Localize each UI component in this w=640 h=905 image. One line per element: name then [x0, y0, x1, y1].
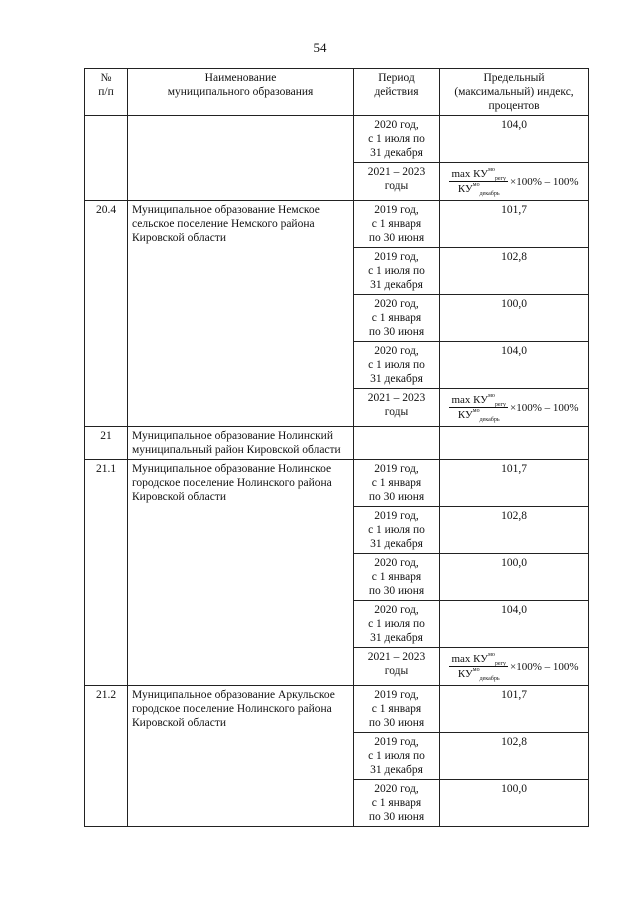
- cell-period: 2021 – 2023 годы: [354, 648, 440, 686]
- cell-value: 101,7: [440, 201, 589, 248]
- numerator-sub: регу: [494, 661, 506, 668]
- cell-period: 2021 – 2023 годы: [354, 389, 440, 427]
- index-formula: [444, 165, 584, 198]
- formula-denominator: [456, 667, 502, 681]
- formula-rest: ×100% – 100%: [509, 401, 579, 414]
- table-row: [85, 116, 589, 163]
- cell-value: 101,7: [440, 460, 589, 507]
- table-row: [85, 201, 589, 248]
- cell-period: 2020 год, с 1 июля по 31 декабря: [354, 342, 440, 389]
- numerator-sup: мо: [488, 167, 495, 173]
- cell-num: 20.4: [85, 201, 128, 427]
- cell-value: 101,7: [440, 686, 589, 733]
- cell-period: 2020 год, с 1 января по 30 июня: [354, 554, 440, 601]
- denominator-sub: декабрь: [479, 676, 500, 683]
- formula-rest: ×100% – 100%: [509, 660, 579, 673]
- cell-period: 2019 год, с 1 июля по 31 декабря: [354, 248, 440, 295]
- numerator-text: max КУ: [451, 168, 489, 180]
- cell-value: 104,0: [440, 116, 589, 163]
- cell-num: 21: [85, 427, 128, 460]
- cell-name: Муниципальное образование Нолинское городское поселение Нолинского района Кировской области: [128, 460, 354, 686]
- header-name: Наименование муниципального образования: [128, 69, 354, 116]
- denominator-sup: мо: [472, 182, 480, 188]
- formula-fraction: [449, 393, 508, 422]
- cell-value: 100,0: [440, 780, 589, 827]
- cell-name: Муниципальное образование Нолинский муниципальный район Кировской области: [128, 427, 354, 460]
- cell-period: 2019 год, с 1 января по 30 июня: [354, 460, 440, 507]
- index-formula: [444, 391, 584, 424]
- tariff-index-table: [84, 68, 589, 827]
- cell-period: 2020 год, с 1 января по 30 июня: [354, 780, 440, 827]
- cell-value: 102,8: [440, 507, 589, 554]
- header-num: № п/п: [85, 69, 128, 116]
- cell-name: Муниципальное образование Немское сельское поселение Немского района Кировской области: [128, 201, 354, 427]
- numerator-sup: мо: [488, 652, 495, 658]
- formula-denominator: [456, 408, 502, 422]
- table-row: [85, 427, 589, 460]
- numerator-text: max КУ: [451, 394, 489, 406]
- cell-value: 102,8: [440, 733, 589, 780]
- page-number: 54: [313, 40, 327, 55]
- cell-formula: [440, 648, 589, 686]
- cell-period: 2021 – 2023 годы: [354, 163, 440, 201]
- numerator-text: max КУ: [451, 653, 489, 665]
- denominator-sub: декабрь: [479, 191, 500, 198]
- formula-denominator: [456, 182, 502, 196]
- index-formula: [444, 650, 584, 683]
- cell-formula: [440, 389, 589, 427]
- cell-num: 21.1: [85, 460, 128, 686]
- cell-name: Муниципальное образование Аркульское городское поселение Нолинского района Кировской области: [128, 686, 354, 827]
- cell-period: 2020 год, с 1 июля по 31 декабря: [354, 601, 440, 648]
- cell-period: 2019 год, с 1 января по 30 июня: [354, 201, 440, 248]
- header-period: Период действия: [354, 69, 440, 116]
- numerator-sub: регу: [494, 402, 506, 409]
- cell-value: 104,0: [440, 601, 589, 648]
- cell-value: 100,0: [440, 295, 589, 342]
- cell-period: 2020 год, с 1 июля по 31 декабря: [354, 116, 440, 163]
- cell-period: [354, 427, 440, 460]
- cell-value: 104,0: [440, 342, 589, 389]
- cell-formula: [440, 163, 589, 201]
- denominator-sub: декабрь: [479, 417, 500, 424]
- table-row: [85, 460, 589, 507]
- cell-period: 2019 год, с 1 июля по 31 декабря: [354, 733, 440, 780]
- cell-num: [85, 116, 128, 201]
- cell-period: 2019 год, с 1 июля по 31 декабря: [354, 507, 440, 554]
- cell-name: [128, 116, 354, 201]
- table-header-row: [85, 69, 589, 116]
- cell-value: 102,8: [440, 248, 589, 295]
- cell-value: 100,0: [440, 554, 589, 601]
- formula-numerator: [449, 652, 508, 667]
- formula-numerator: [449, 393, 508, 408]
- cell-value: [440, 427, 589, 460]
- denominator-sup: мо: [472, 667, 480, 673]
- numerator-sub: регу: [494, 176, 506, 183]
- formula-fraction: [449, 167, 508, 196]
- denominator-text: КУ: [457, 409, 473, 421]
- denominator-text: КУ: [457, 183, 473, 195]
- formula-fraction: [449, 652, 508, 681]
- formula-numerator: [449, 167, 508, 182]
- table-row: [85, 686, 589, 733]
- denominator-text: КУ: [457, 668, 473, 680]
- denominator-sup: мо: [472, 408, 480, 414]
- header-index: Предельный (максимальный) индекс, процентов: [440, 69, 589, 116]
- numerator-sup: мо: [488, 393, 495, 399]
- cell-num: 21.2: [85, 686, 128, 827]
- formula-rest: ×100% – 100%: [509, 175, 579, 188]
- cell-period: 2020 год, с 1 января по 30 июня: [354, 295, 440, 342]
- cell-period: 2019 год, с 1 января по 30 июня: [354, 686, 440, 733]
